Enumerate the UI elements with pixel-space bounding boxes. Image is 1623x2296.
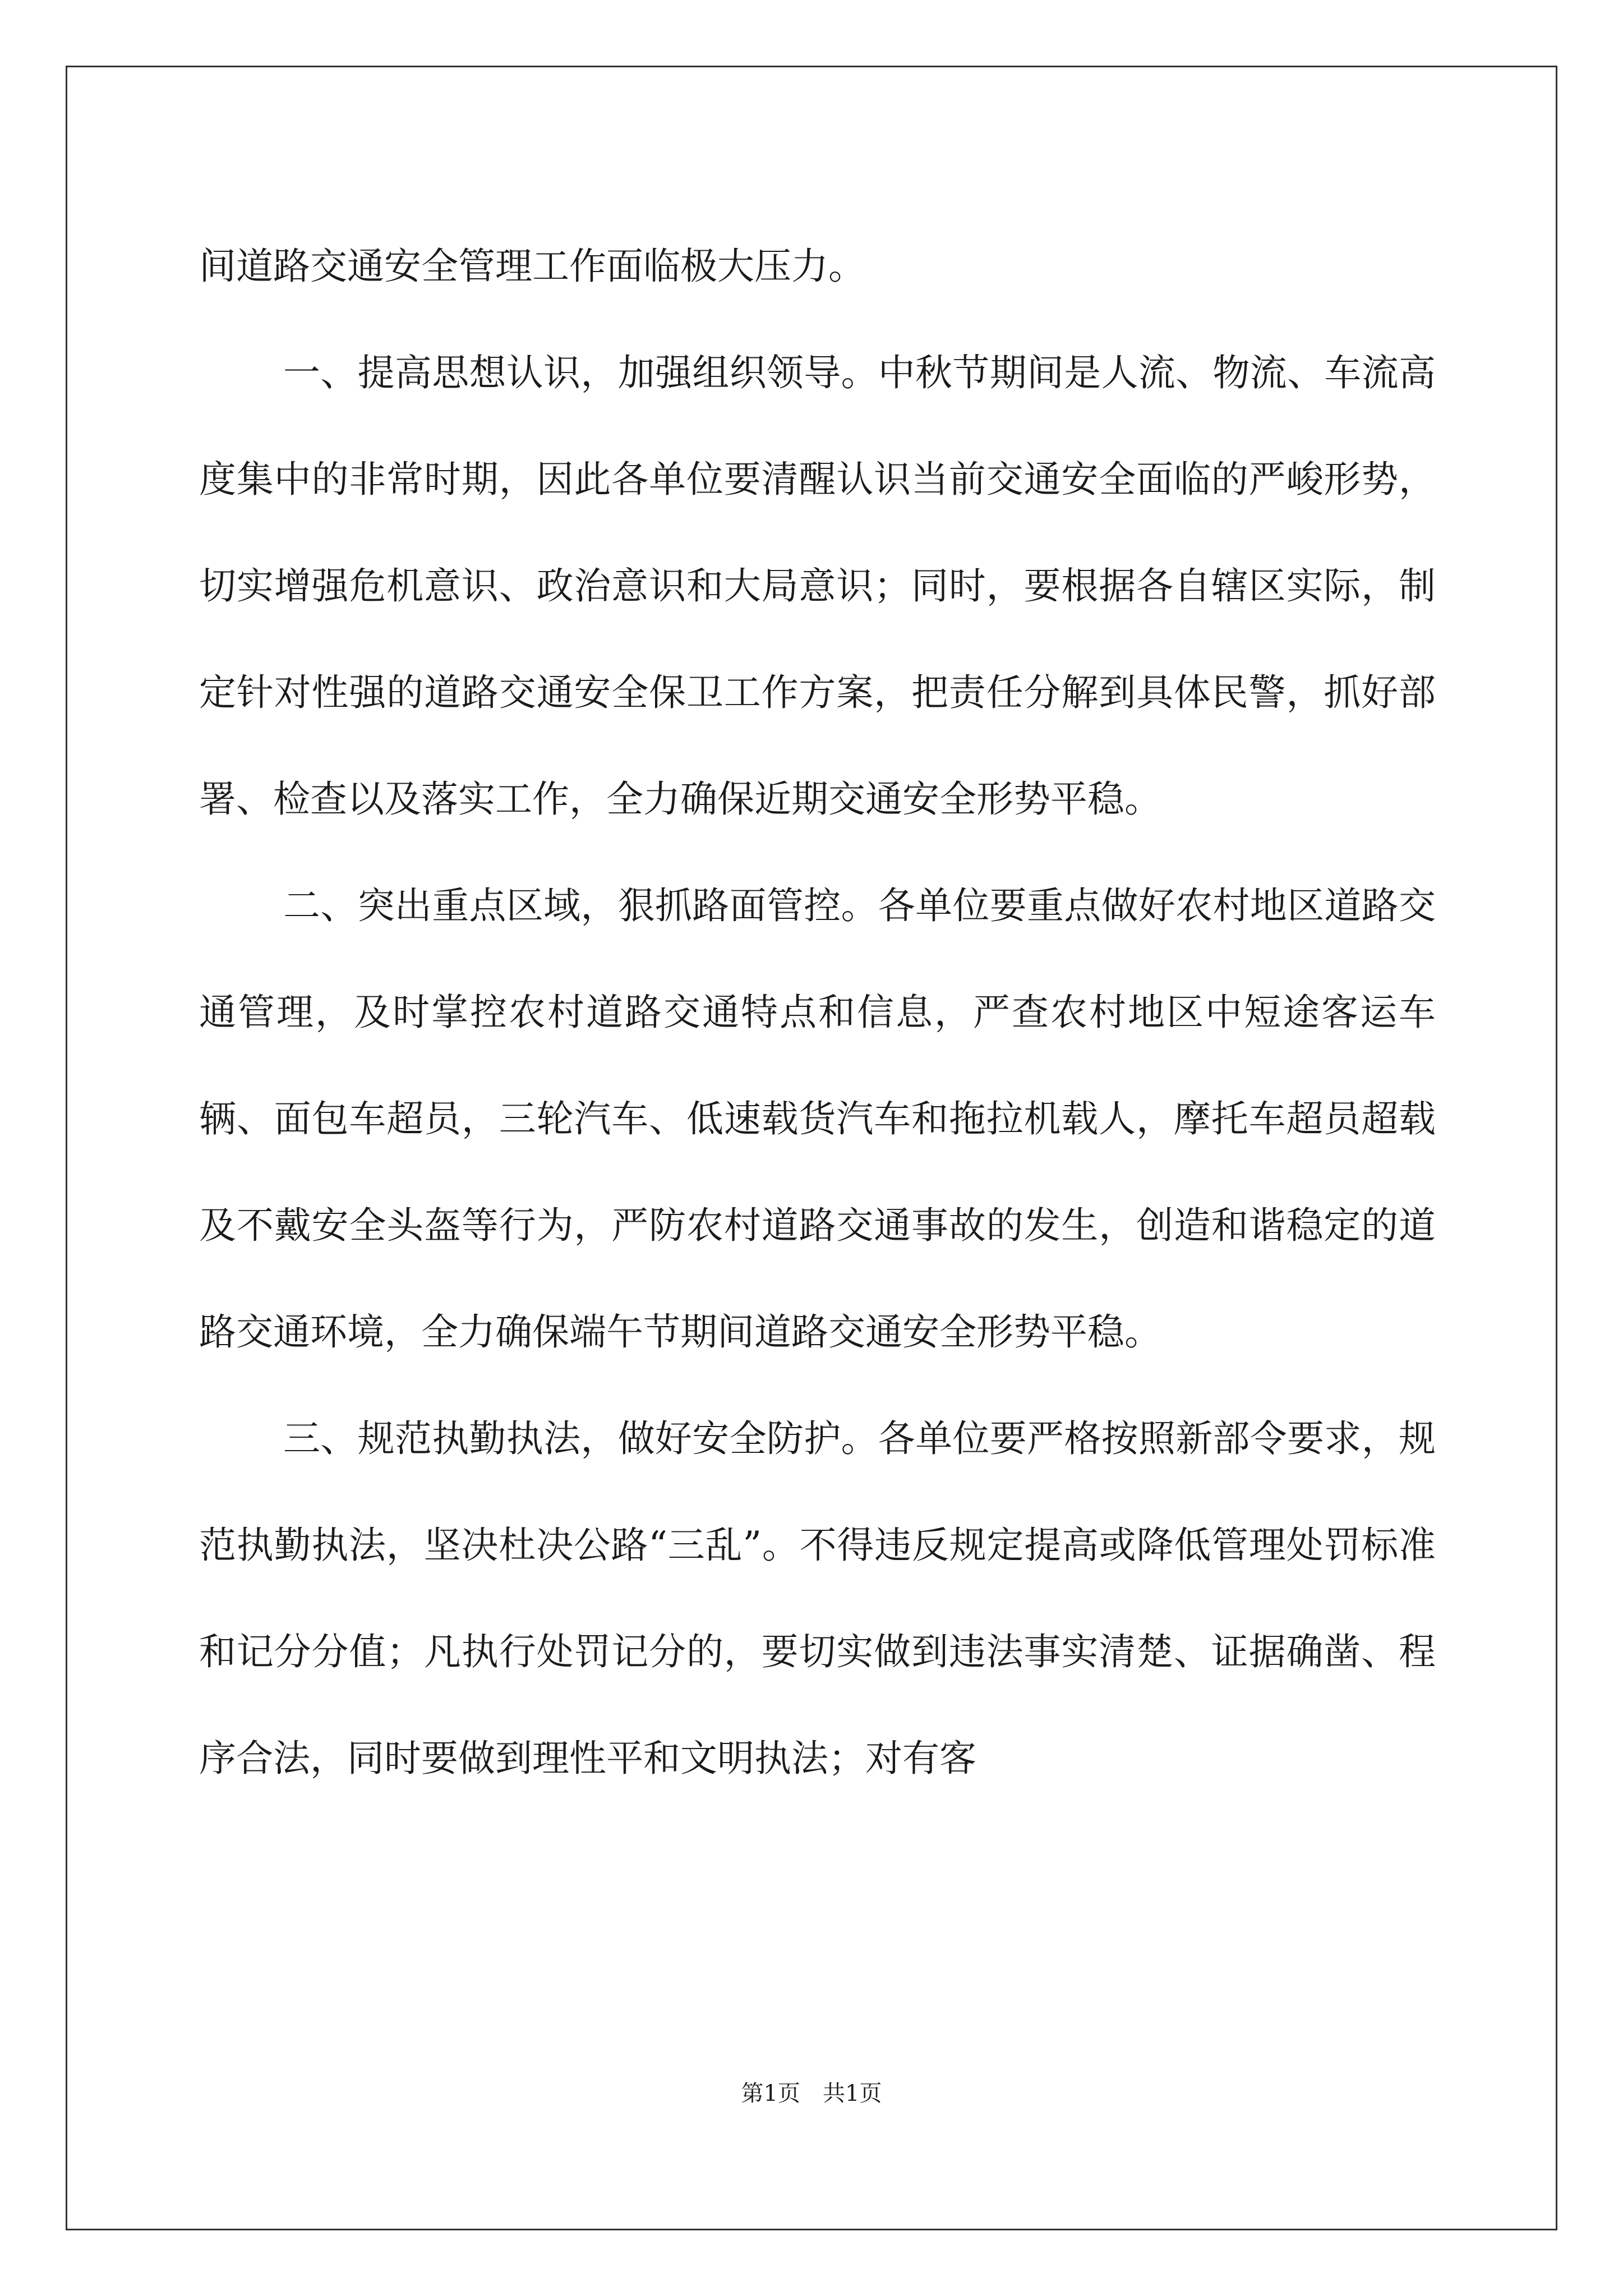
paragraph-continuation: 间道路交通安全管理工作面临极大压力。	[199, 245, 865, 288]
document-body	[199, 213, 1436, 1812]
page-number-footer: 第1页 共1页	[741, 2081, 882, 2106]
paragraph-section-one: 一、提高思想认识，加强组织领导。中秋节期间是人流、物流、车流高度集中的非常时期，因此各单位要清醒认识当前交通安全面临的严峻形势，切实增强危机意识、政治意识和大局意识；同时，要根据各自辖区实际，制定针对性强的道路交通安全保卫工作方案，把责任分解到具体民警，抓好部署、检查以及落实工作，全力确保近期交通安全形势平稳。	[199, 351, 1436, 821]
paragraph-section-three: 三、规范执勤执法，做好安全防护。各单位要严格按照新部令要求，规范执勤执法，坚决杜决公路“三乱”。不得违反规定提高或降低管理处罚标准和记分分值；凡执行处罚记分的，要切实做到违法事实清楚、证据确凿、程序合法，同时要做到理性平和文明执法；对有客	[199, 1417, 1436, 1780]
paragraph-section-two: 二、突出重点区域，狠抓路面管控。各单位要重点做好农村地区道路交通管理，及时掌控农村道路交通特点和信息，严查农村地区中短途客运车辆、面包车超员，三轮汽车、低速载货汽车和拖拉机载人，摩托车超员超载及不戴安全头盔等行为，严防农村道路交通事故的发生，创造和谐稳定的道路交通环境，全力确保端午节期间道路交通安全形势平稳。	[199, 884, 1436, 1354]
